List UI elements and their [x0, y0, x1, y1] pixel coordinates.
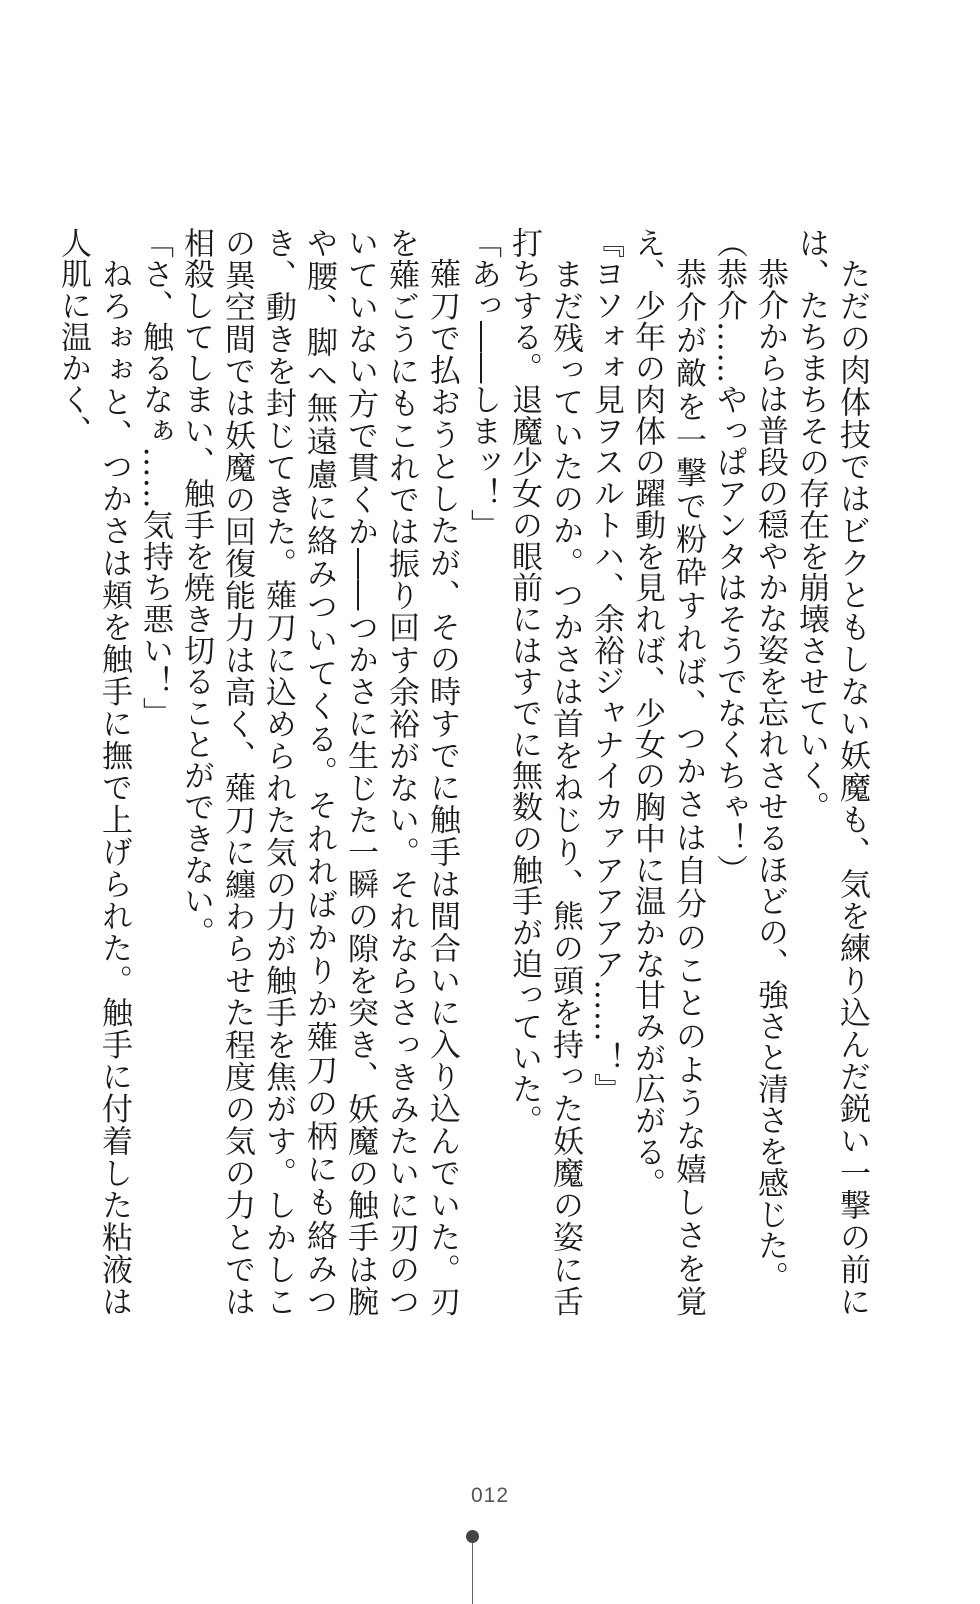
paragraph-7-dialogue: 「あっ――しまッ！」: [465, 227, 501, 541]
paragraph-2: 恭介からは普段の穏やかな姿を忘れさせるほどの、強さと清さを感じた。: [752, 258, 788, 1293]
folio-line-ornament: [472, 1543, 473, 1604]
paragraph-1: ただの肉体技ではビクともしない妖魔も、気を練り込んだ鋭い一撃の前には、たちまちその存在を崩壊させていく。: [793, 227, 870, 1317]
paragraph-9-dialogue: 「さ、触るなぁ……気持ち悪い！」: [137, 227, 173, 729]
paragraph-8: 薙刀で払おうとしたが、その時すでに触手は間合いに入り込んでいた。刃を薙ごうにもこれでは振り回す余裕がない。それならさっきみたいに刃のついていない方で貫くか――つかさに生じた一瞬の隙を突き、妖魔の触手は腕や腰、脚へ無遠慮に絡みついてくる。それればかりか薙刀の柄にも絡みつき、動きを封じてきた。薙刀に込められた気の力が触手を焦がす。しかしこの異空間では妖魔の回復能力は高く、薙刀に纏わらせた程度の気の力とでは相殺してしまい、触手を焼き切ることができない。: [178, 227, 460, 1317]
vertical-text-body: [55, 227, 872, 1317]
paragraph-3-inner-thought: （恭介……やっぱアンタはそうでなくちゃ！）: [711, 227, 747, 886]
paragraph-6: まだ残っていたのか。つかさは首をねじり、熊の頭を持った妖魔の姿に舌打ちする。退魔少女の眼前にはすでに無数の触手が迫っていた。: [506, 227, 583, 1317]
folio-dot-ornament: [466, 1530, 479, 1543]
paragraph-5-monster-speech: 『ヨソォォ見ヲスルトハ、余裕ジャナイカァアアアア……！』: [588, 227, 624, 1105]
paragraph-4: 恭介が敵を一撃で粉砕すれば、つかさは自分のことのような嬉しさを覚え、少年の肉体の躍動を見れば、少女の胸中に温かな甘みが広がる。: [629, 227, 706, 1317]
page-number: 012: [470, 1484, 510, 1507]
paragraph-10: ねろぉぉと、つかさは頬を触手に撫で上げられた。触手に付着した粘液は人肌に温かく、: [55, 227, 132, 1317]
